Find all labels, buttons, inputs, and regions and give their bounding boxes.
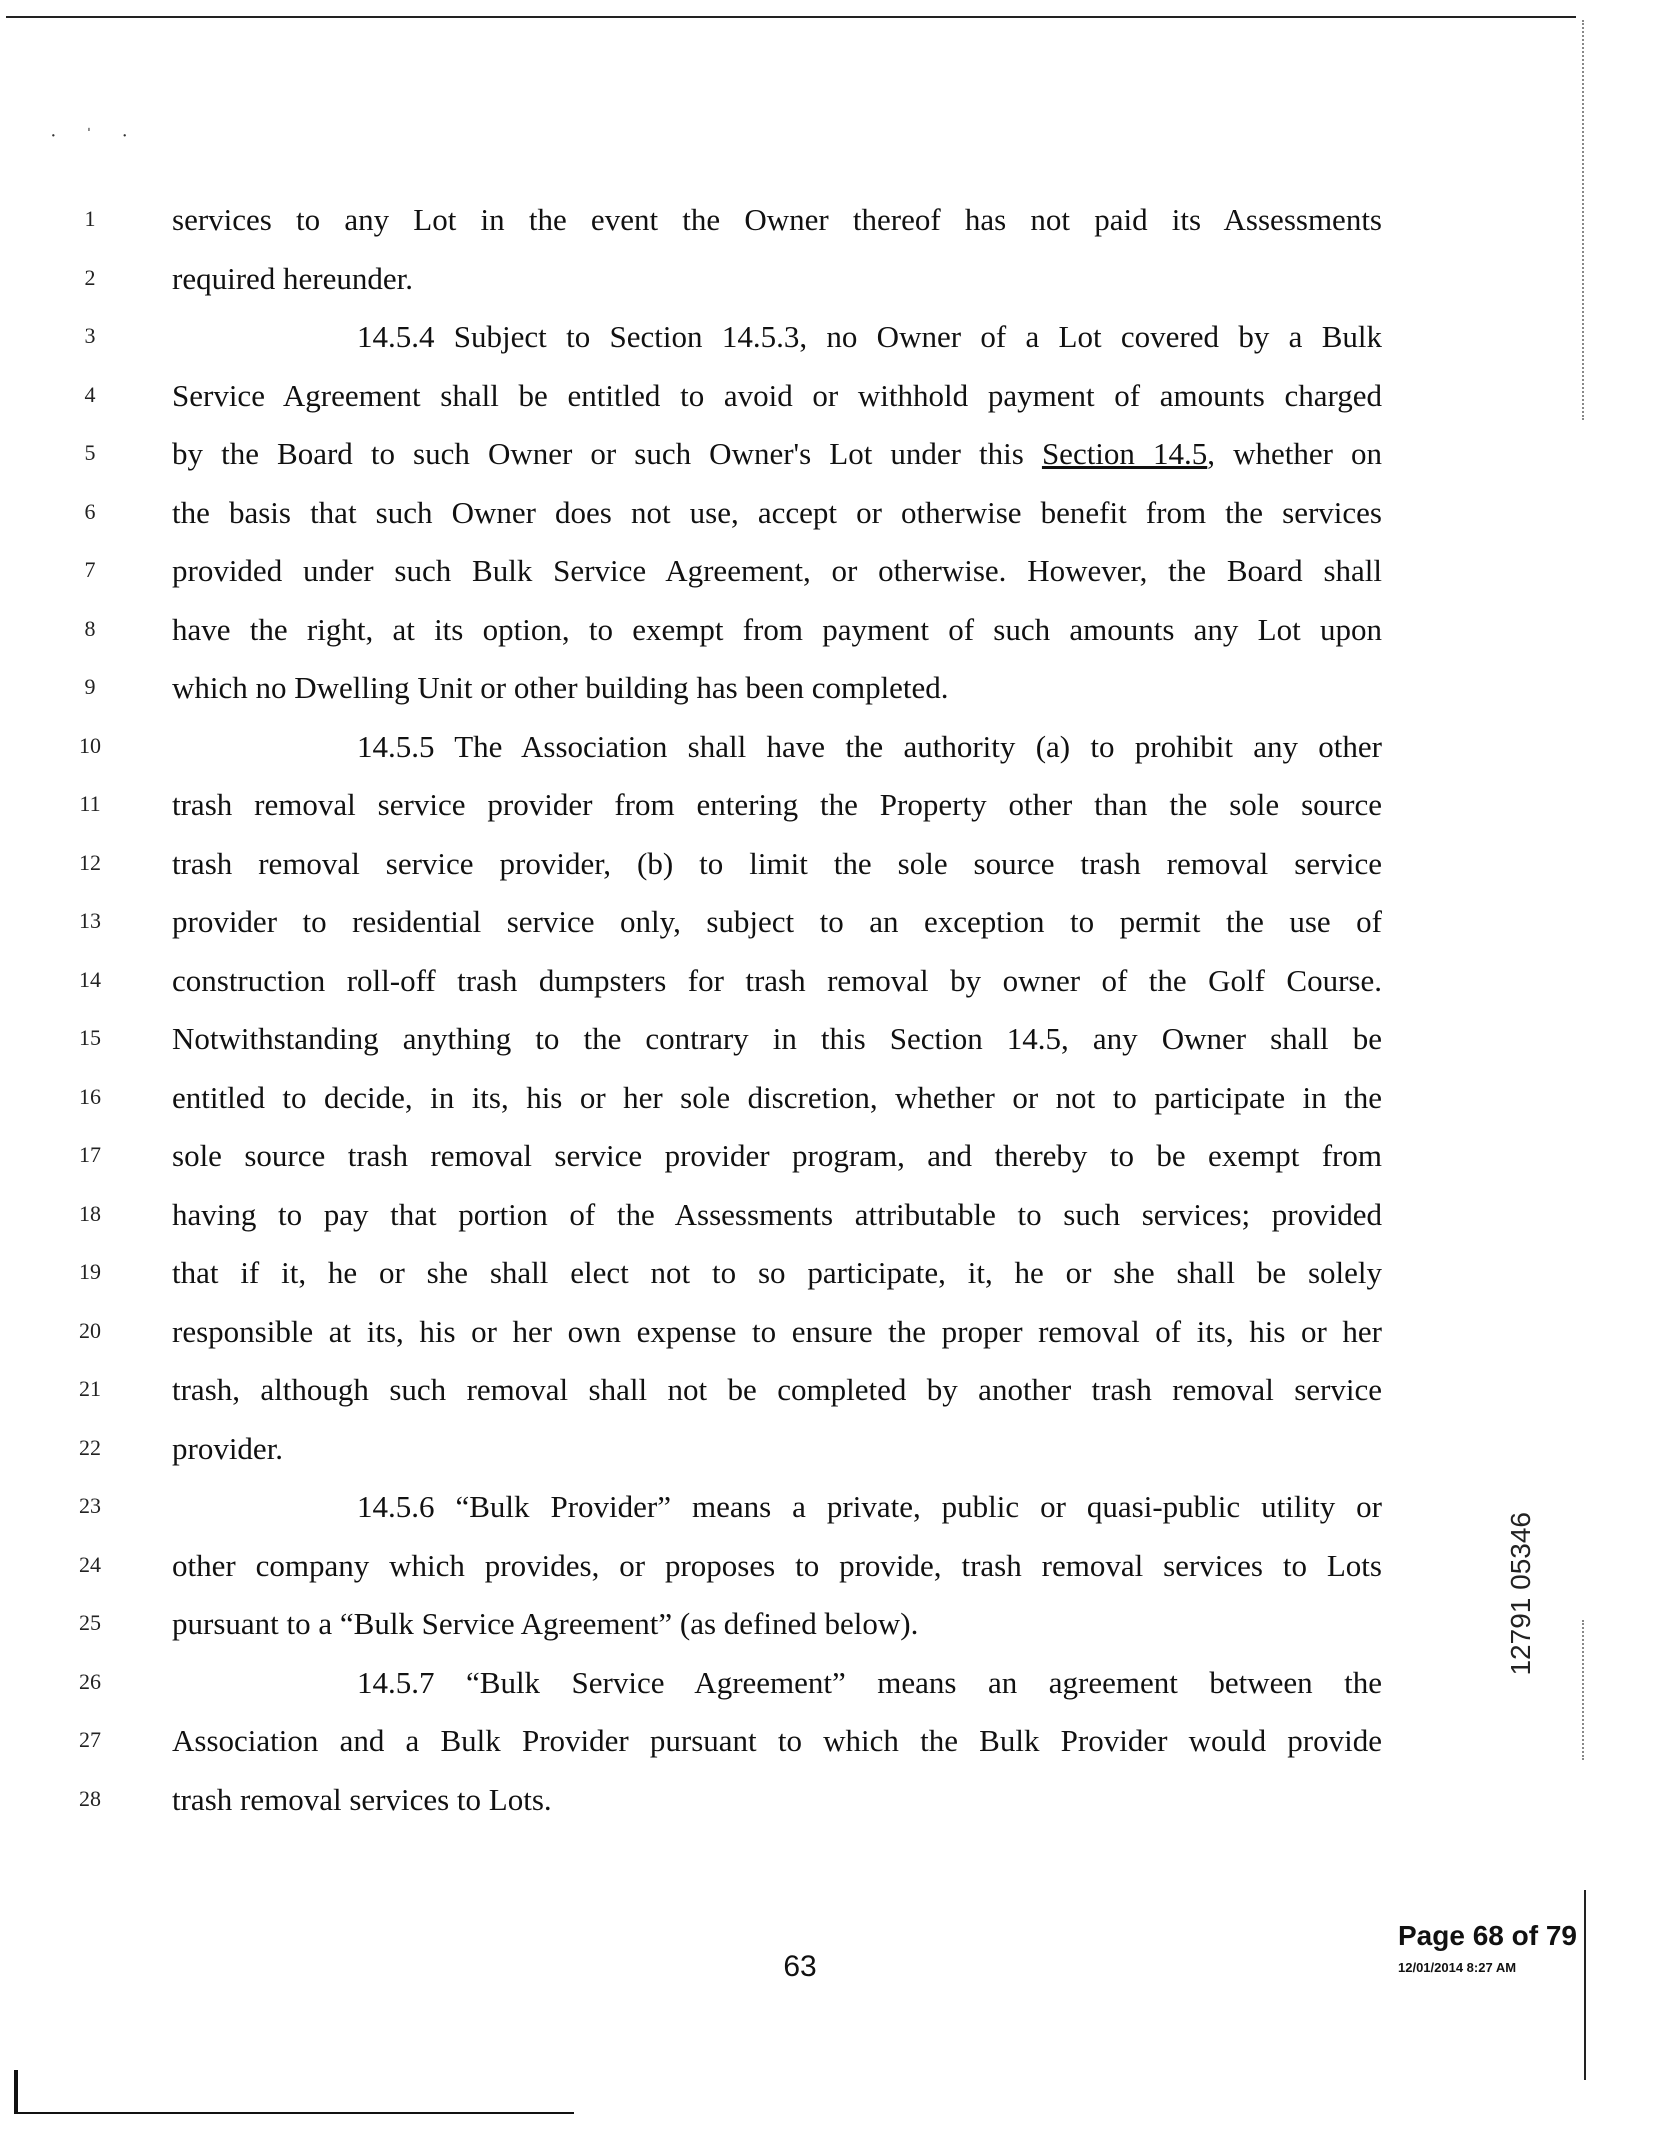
line-number: 4 xyxy=(84,382,96,407)
text-line: provided under such Bulk Service Agreement, or otherwise. However, the Board shall xyxy=(172,553,1382,588)
line-number: 8 xyxy=(84,616,96,641)
recording-number-vertical: 12791 05346 xyxy=(1505,1512,1536,1676)
text-line: pursuant to a “Bulk Service Agreement” (as defined below). xyxy=(172,1606,919,1641)
line-number: 25 xyxy=(79,1610,101,1635)
text-line: trash removal services to Lots. xyxy=(172,1782,552,1817)
scan-specks: · ˈ · xyxy=(50,125,140,147)
line-number: 24 xyxy=(79,1552,101,1577)
page-of-counter: Page 68 of 79 xyxy=(1398,1920,1577,1951)
top-border-line xyxy=(6,16,1576,18)
text-line: construction roll-off trash dumpsters for trash removal by owner of the Golf Course. xyxy=(172,963,1382,998)
line-number: 28 xyxy=(79,1786,101,1811)
text-line: the basis that such Owner does not use, accept or otherwise benefit from the services xyxy=(172,495,1382,530)
line-number: 18 xyxy=(79,1201,101,1226)
text-line: other company which provides, or proposes to provide, trash removal services to Lots xyxy=(172,1548,1382,1583)
text-line: 14.5.6 “Bulk Provider” means a private, public or quasi-public utility or xyxy=(357,1489,1382,1524)
line-number: 23 xyxy=(79,1493,101,1518)
line-number: 22 xyxy=(79,1435,101,1460)
text-line: services to any Lot in the event the Owner thereof has not paid its Assessments xyxy=(172,202,1382,237)
line-number: 7 xyxy=(84,557,96,582)
bottom-border-line xyxy=(14,2112,574,2114)
line-number: 3 xyxy=(84,323,96,348)
text-line: 14.5.7 “Bulk Service Agreement” means an agreement between the xyxy=(357,1665,1382,1700)
text-line: Notwithstanding anything to the contrary in this Section 14.5, any Owner shall be xyxy=(172,1021,1382,1056)
text-line: provider. xyxy=(172,1431,284,1466)
line-number: 11 xyxy=(79,791,101,816)
text-line: Association and a Bulk Provider pursuant to which the Bulk Provider would provide xyxy=(172,1723,1382,1758)
recording-timestamp: 12/01/2014 8:27 AM xyxy=(1398,1960,1517,1975)
text-line: having to pay that portion of the Assessments attributable to such services; provided xyxy=(172,1197,1382,1232)
right-border-line-bottom xyxy=(1584,1890,1586,2080)
text-line: which no Dwelling Unit or other building has been completed. xyxy=(172,670,949,705)
line-number: 13 xyxy=(79,908,101,933)
line-number: 9 xyxy=(84,674,96,699)
line-number: 20 xyxy=(79,1318,101,1343)
page-number: 63 xyxy=(783,1950,817,1983)
line-number: 16 xyxy=(79,1084,101,1109)
line-number: 5 xyxy=(84,440,96,465)
line-number: 17 xyxy=(79,1142,101,1167)
line-number: 27 xyxy=(79,1727,101,1752)
text-line: 14.5.4 Subject to Section 14.5.3, no Owner of a Lot covered by a Bulk xyxy=(357,319,1382,354)
text-line: 14.5.5 The Association shall have the authority (a) to prohibit any other xyxy=(357,729,1382,764)
text-line: Service Agreement shall be entitled to avoid or withhold payment of amounts charged xyxy=(172,378,1382,413)
text-line: trash removal service provider from entering the Property other than the sole source xyxy=(172,787,1382,822)
text-segment: by the Board to such Owner or such Owner's Lot under this xyxy=(172,436,1042,471)
line-number: 10 xyxy=(79,733,101,758)
line-number: 21 xyxy=(79,1376,101,1401)
line-number: 14 xyxy=(79,967,101,992)
text-line: that if it, he or she shall elect not to so participate, it, he or she shall be solely xyxy=(172,1255,1382,1290)
right-border-dotted-top xyxy=(1582,20,1584,420)
line-number: 2 xyxy=(84,265,96,290)
text-segment: , whether on xyxy=(1207,436,1382,471)
line-number: 6 xyxy=(84,499,96,524)
line-number: 12 xyxy=(79,850,101,875)
text-line: provider to residential service only, subject to an exception to permit the use of xyxy=(172,904,1382,939)
section-14-5-reference: Section 14.5 xyxy=(1041,436,1208,471)
text-line xyxy=(172,434,1382,474)
line-number: 15 xyxy=(79,1025,101,1050)
bottom-corner-mark xyxy=(14,2070,18,2114)
line-number: 1 xyxy=(84,206,96,231)
line-number: 26 xyxy=(79,1669,101,1694)
text-line: trash, although such removal shall not be completed by another trash removal service xyxy=(172,1372,1382,1407)
text-line: entitled to decide, in its, his or her sole discretion, whether or not to participate in the xyxy=(172,1080,1382,1115)
line-number: 19 xyxy=(79,1259,101,1284)
text-line: responsible at its, his or her own expense to ensure the proper removal of its, his or her xyxy=(172,1314,1382,1349)
text-line: required hereunder. xyxy=(172,261,413,296)
text-line: sole source trash removal service provider program, and thereby to be exempt from xyxy=(172,1138,1382,1173)
text-line: have the right, at its option, to exempt from payment of such amounts any Lot upon xyxy=(172,612,1382,647)
text-line: trash removal service provider, (b) to limit the sole source trash removal service xyxy=(172,846,1382,881)
right-border-dotted-middle xyxy=(1582,1620,1584,1760)
